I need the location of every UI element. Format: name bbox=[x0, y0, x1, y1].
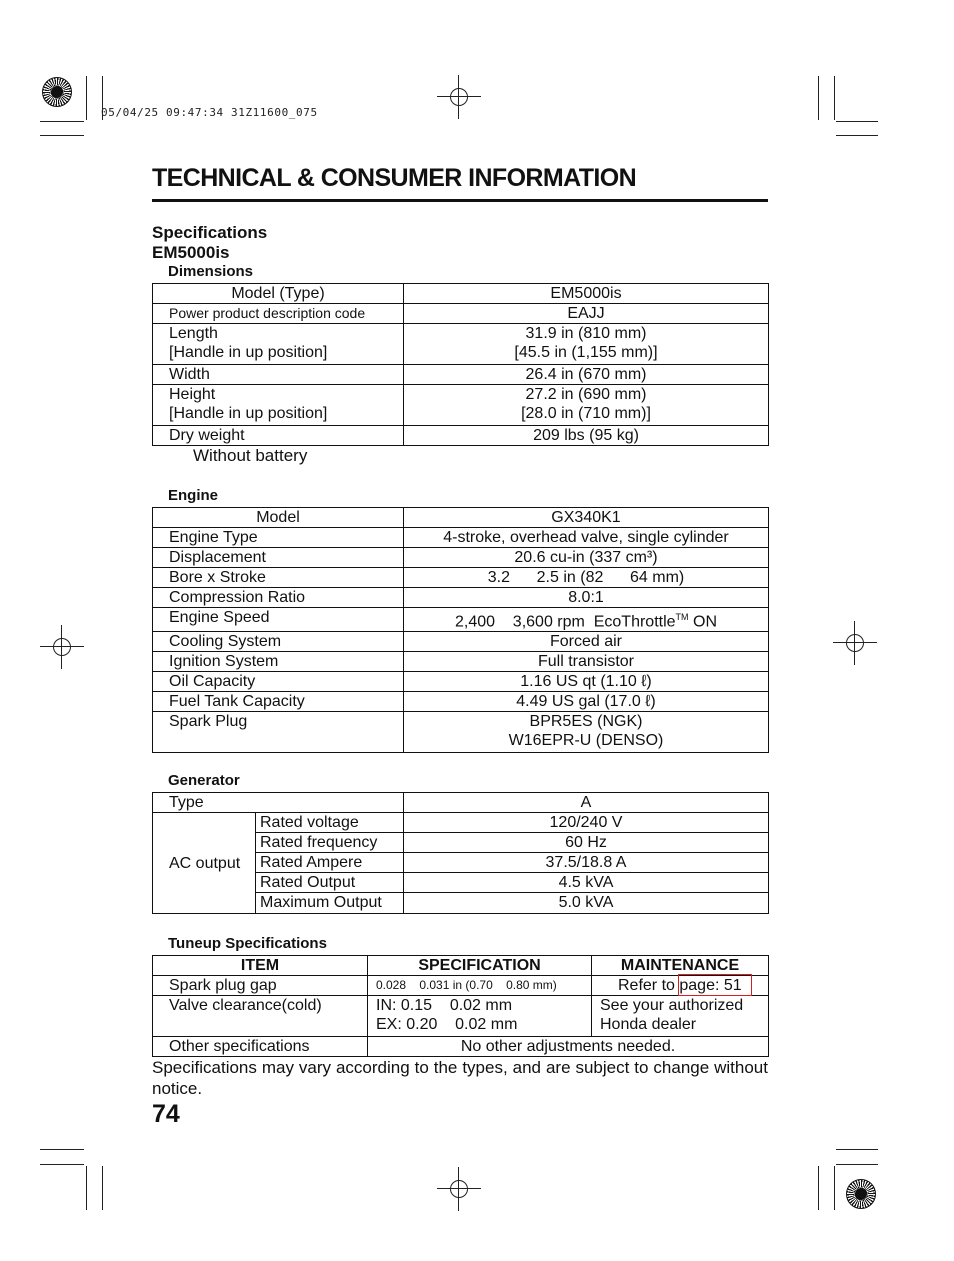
value-cell: 209 lbs (95 kg) bbox=[404, 426, 769, 446]
table-row bbox=[153, 508, 769, 528]
label-line: Height bbox=[169, 386, 216, 403]
footer-note: Specifications may vary according to the types, and are subject to change without notice. bbox=[152, 1058, 768, 1098]
value-cell: 4.5 kVA bbox=[404, 873, 769, 893]
value-line: IN: 0.15 0.02 mm bbox=[376, 997, 513, 1014]
label-cell: Dry weight bbox=[153, 426, 404, 446]
table-row bbox=[153, 365, 769, 385]
maint-line: See your authorized bbox=[600, 997, 744, 1014]
label-cell: Rated Ampere bbox=[256, 853, 404, 873]
label-cell: Valve clearance(cold) bbox=[153, 996, 368, 1037]
crop-mark bbox=[834, 76, 835, 120]
value-line: [45.5 in (1,155 mm)] bbox=[514, 344, 658, 361]
value-cell: 4-stroke, overhead valve, single cylinder bbox=[404, 528, 769, 548]
crop-mark bbox=[834, 1166, 835, 1210]
label-cell: Spark plug gap bbox=[153, 976, 368, 996]
generator-heading: Generator bbox=[168, 772, 240, 789]
registration-sunburst-top-left bbox=[42, 77, 72, 107]
label-cell: Model (Type) bbox=[153, 284, 404, 304]
value-cell: 1.16 US qt (1.10 ℓ) bbox=[404, 672, 769, 692]
engine-heading: Engine bbox=[168, 487, 219, 504]
table-row bbox=[153, 548, 769, 568]
registration-crosshair-left bbox=[40, 625, 84, 669]
title-rule bbox=[152, 199, 768, 202]
page-title: TECHNICAL & CONSUMER INFORMATION bbox=[152, 164, 637, 192]
crop-mark bbox=[86, 1166, 87, 1210]
tuneup-table bbox=[152, 955, 769, 1057]
registration-crosshair-bottom bbox=[437, 1167, 481, 1211]
value-line: 31.9 in (810 mm) bbox=[525, 325, 647, 342]
registration-sunburst-bottom-right bbox=[846, 1179, 876, 1209]
page-number: 74 bbox=[152, 1100, 180, 1128]
table-row bbox=[153, 996, 769, 1037]
header-specification: SPECIFICATION bbox=[368, 956, 592, 976]
value-cell: 20.6 cu-in (337 cm³) bbox=[404, 548, 769, 568]
value-cell: A bbox=[404, 793, 769, 813]
label-line: Length bbox=[169, 325, 218, 342]
crop-mark bbox=[818, 76, 819, 120]
print-stamp: 05/04/25 09:47:34 31Z11600_075 bbox=[101, 106, 318, 119]
page-reference-link[interactable]: page: 51 bbox=[679, 977, 742, 994]
table-row bbox=[153, 385, 769, 426]
label-cell bbox=[153, 324, 404, 365]
value-cell: EM5000is bbox=[404, 284, 769, 304]
label-cell: Bore x Stroke bbox=[153, 568, 404, 588]
table-row bbox=[153, 568, 769, 588]
crop-mark bbox=[836, 1149, 878, 1150]
dimensions-table bbox=[152, 283, 769, 446]
crop-mark bbox=[818, 1166, 819, 1210]
table-row bbox=[153, 976, 769, 996]
value-cell: 5.0 kVA bbox=[404, 893, 769, 914]
value-cell: 60 Hz bbox=[404, 833, 769, 853]
highlight-box bbox=[678, 974, 752, 996]
label-line: [Handle in up position] bbox=[169, 344, 328, 361]
engine-speed-tail: ON bbox=[688, 613, 717, 631]
label-cell: Model bbox=[153, 508, 404, 528]
trademark-sup: TM bbox=[675, 612, 689, 622]
value-line: EX: 0.20 0.02 mm bbox=[376, 1016, 518, 1033]
value-cell: Full transistor bbox=[404, 652, 769, 672]
label-cell: Rated voltage bbox=[256, 813, 404, 833]
refer-text: Refer to bbox=[618, 977, 675, 994]
table-row bbox=[153, 1037, 769, 1057]
table-row bbox=[153, 712, 769, 753]
value-cell: 4.49 US gal (17.0 ℓ) bbox=[404, 692, 769, 712]
dimensions-heading: Dimensions bbox=[168, 263, 254, 280]
label-cell: Engine Type bbox=[153, 528, 404, 548]
engine-speed-value: 2,400 3,600 rpm EcoThrottle bbox=[454, 613, 676, 631]
registration-crosshair-right bbox=[833, 621, 877, 665]
maint-line: Honda dealer bbox=[600, 1016, 697, 1033]
crop-mark bbox=[40, 1149, 84, 1150]
label-cell: Compression Ratio bbox=[153, 588, 404, 608]
crop-mark bbox=[40, 121, 84, 122]
value-cell: 3.2 2.5 in (82 64 mm) bbox=[404, 568, 769, 588]
value-cell: 8.0:1 bbox=[404, 588, 769, 608]
value-cell: Forced air bbox=[404, 632, 769, 652]
maintenance-cell bbox=[592, 996, 769, 1037]
generator-table bbox=[152, 792, 769, 914]
value-line: 27.2 in (690 mm) bbox=[525, 386, 647, 403]
crop-mark bbox=[836, 135, 878, 136]
value-cell: GX340K1 bbox=[404, 508, 769, 528]
label-cell: Rated Output bbox=[256, 873, 404, 893]
table-row bbox=[153, 652, 769, 672]
crop-mark bbox=[102, 1166, 103, 1210]
value-cell: EAJJ bbox=[404, 304, 769, 324]
value-cell: 0.028 0.031 in (0.70 0.80 mm) bbox=[368, 976, 592, 996]
table-row bbox=[153, 284, 769, 304]
value-cell bbox=[404, 712, 769, 753]
table-row bbox=[153, 304, 769, 324]
label-cell: Other specifications bbox=[153, 1037, 368, 1057]
label-cell: Ignition System bbox=[153, 652, 404, 672]
table-row bbox=[153, 588, 769, 608]
model-title: EM5000is bbox=[152, 243, 230, 262]
header-maintenance: MAINTENANCE bbox=[592, 956, 769, 976]
label-cell: Type bbox=[153, 793, 404, 813]
section-title: Specifications bbox=[152, 223, 268, 242]
label-line: [Handle in up position] bbox=[169, 405, 328, 422]
label-cell bbox=[153, 385, 404, 426]
table-row bbox=[153, 956, 769, 976]
value-line: W16EPR-U (DENSO) bbox=[508, 732, 664, 750]
battery-note: Without battery bbox=[193, 446, 308, 465]
label-cell: Rated frequency bbox=[256, 833, 404, 853]
ac-output-label: AC output bbox=[153, 813, 256, 914]
crop-mark bbox=[836, 1164, 878, 1165]
value-cell: 120/240 V bbox=[404, 813, 769, 833]
label-cell: Maximum Output bbox=[256, 893, 404, 914]
tuneup-heading: Tuneup Specifications bbox=[168, 935, 327, 952]
label-cell: Spark Plug bbox=[153, 712, 404, 753]
table-row bbox=[153, 608, 769, 632]
label-cell: Oil Capacity bbox=[153, 672, 404, 692]
value-cell: 26.4 in (670 mm) bbox=[404, 365, 769, 385]
table-row bbox=[153, 672, 769, 692]
crop-mark bbox=[86, 76, 87, 120]
table-row bbox=[153, 692, 769, 712]
table-row bbox=[153, 528, 769, 548]
label-cell: Width bbox=[153, 365, 404, 385]
label-cell: Displacement bbox=[153, 548, 404, 568]
label-cell: Cooling System bbox=[153, 632, 404, 652]
value-cell bbox=[404, 608, 769, 632]
table-row bbox=[153, 324, 769, 365]
crop-mark bbox=[40, 135, 84, 136]
table-row bbox=[153, 813, 769, 833]
value-cell bbox=[404, 385, 769, 426]
table-row bbox=[153, 793, 769, 813]
registration-crosshair-top bbox=[437, 75, 481, 119]
header-item: ITEM bbox=[153, 956, 368, 976]
value-cell bbox=[368, 996, 592, 1037]
label-cell: Power product description code bbox=[153, 304, 404, 324]
value-line: BPR5ES (NGK) bbox=[529, 713, 643, 731]
table-row bbox=[153, 632, 769, 652]
value-cell: 37.5/18.8 A bbox=[404, 853, 769, 873]
value-line: [28.0 in (710 mm)] bbox=[521, 405, 651, 422]
value-cell: No other adjustments needed. bbox=[368, 1037, 769, 1057]
crop-mark bbox=[40, 1164, 84, 1165]
label-cell: Engine Speed bbox=[153, 608, 404, 632]
engine-table bbox=[152, 507, 769, 753]
value-cell bbox=[404, 324, 769, 365]
crop-mark bbox=[836, 121, 878, 122]
label-cell: Fuel Tank Capacity bbox=[153, 692, 404, 712]
table-row bbox=[153, 426, 769, 446]
